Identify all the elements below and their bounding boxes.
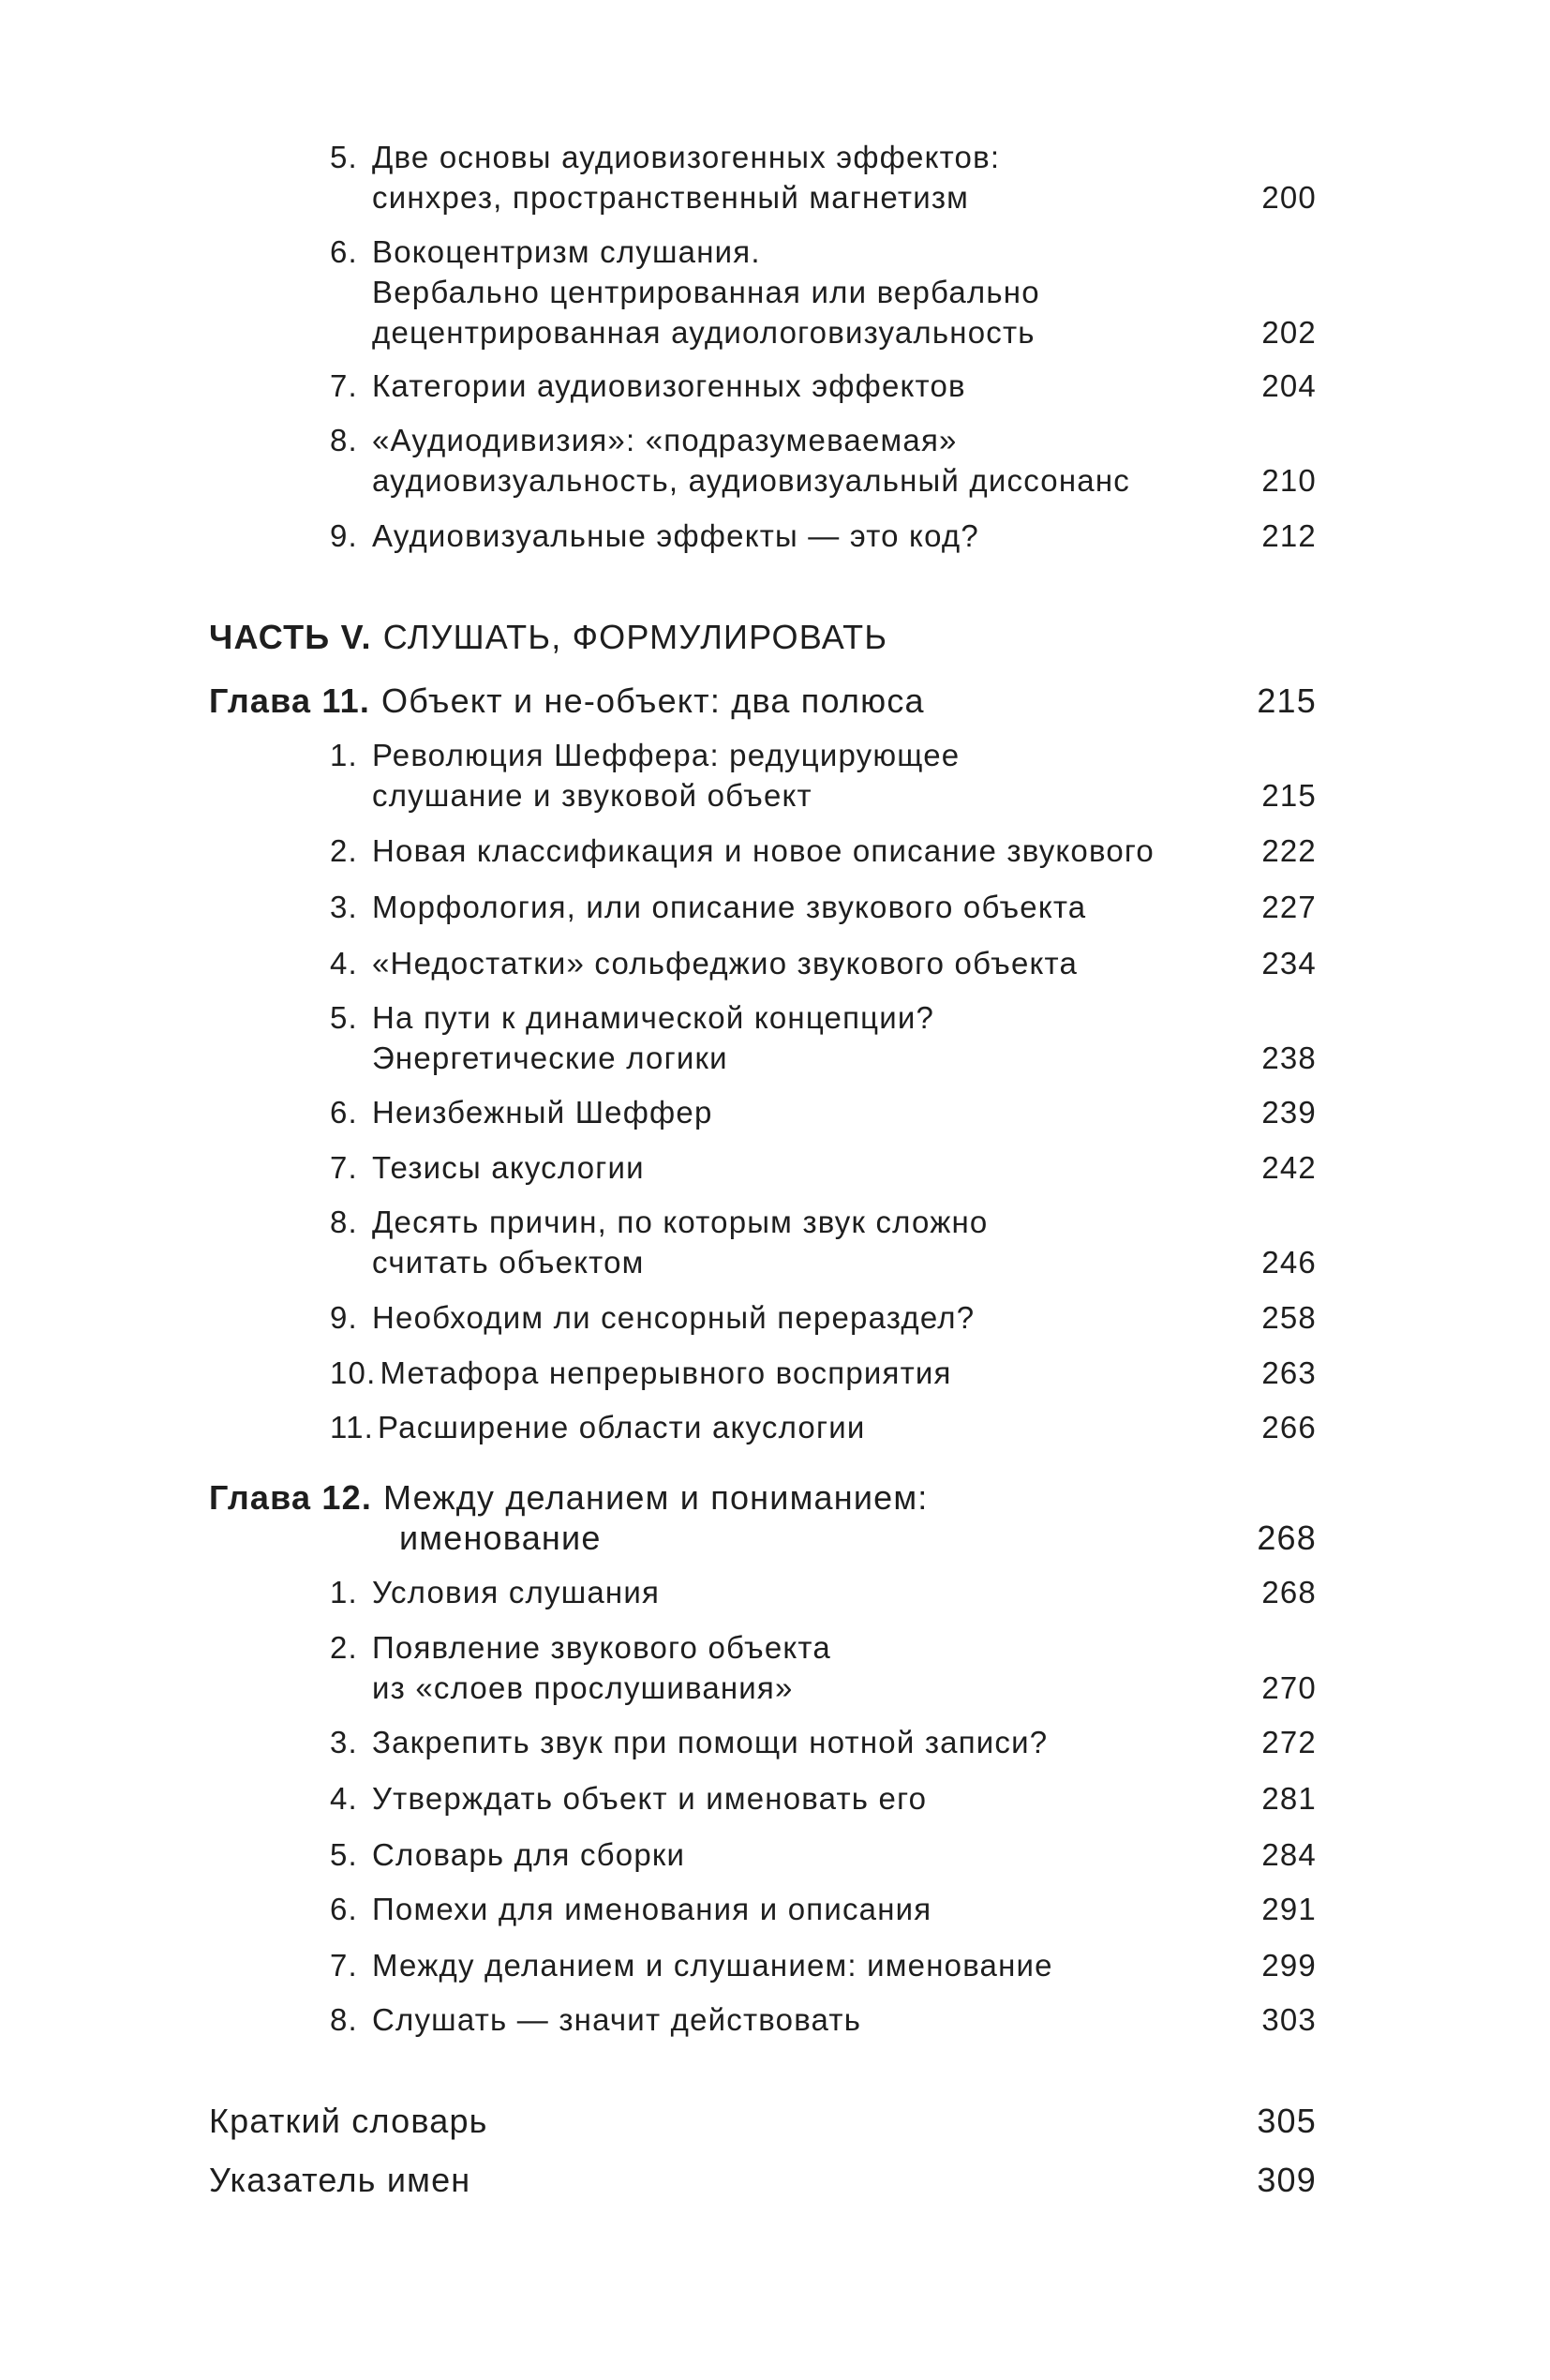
page-number: 242 bbox=[1261, 1149, 1317, 1185]
entry-line bbox=[0, 1477, 1550, 1518]
dot-leader bbox=[803, 1668, 1251, 1708]
entry-label: ЧАСТЬ V. bbox=[209, 618, 372, 657]
dot-leader bbox=[961, 1353, 1251, 1393]
page-number: 303 bbox=[1261, 2001, 1317, 2037]
toc-section-entry[interactable] bbox=[0, 1407, 1550, 1447]
toc-appendix-entry[interactable] bbox=[0, 2101, 1550, 2141]
entry-title: Помехи для именования и описания bbox=[372, 1891, 932, 1926]
entry-title: Вербально центрированная или вербально bbox=[372, 274, 1040, 309]
entry-title: Вокоцентризм слушания. bbox=[372, 233, 761, 269]
section-number: 3. bbox=[330, 1725, 358, 1760]
toc-section-entry[interactable] bbox=[0, 1147, 1550, 1188]
entry-title: Слушать — значит действовать bbox=[372, 2001, 862, 2037]
dot-leader bbox=[822, 775, 1250, 816]
entry-line bbox=[0, 887, 1550, 927]
entry-line bbox=[0, 1572, 1550, 1612]
page-number: 281 bbox=[1261, 1781, 1317, 1817]
section-number: 6. bbox=[330, 233, 358, 269]
entry-title: именование bbox=[399, 1518, 602, 1557]
entry-title: Неизбежный Шеффер bbox=[372, 1095, 713, 1130]
toc-chapter-entry[interactable] bbox=[0, 681, 1550, 721]
dot-leader bbox=[1164, 831, 1250, 871]
entry-title: из «слоев прослушивания» bbox=[372, 1669, 794, 1705]
section-number: 10. bbox=[330, 1355, 377, 1391]
dot-leader bbox=[611, 1518, 1246, 1558]
dot-leader bbox=[654, 1242, 1251, 1282]
entry-line bbox=[0, 420, 1550, 460]
section-number: 3. bbox=[330, 889, 358, 924]
section-number: 9. bbox=[330, 518, 358, 554]
entry-title: Указатель имен bbox=[209, 2161, 471, 2200]
entry-line bbox=[0, 1889, 1550, 1929]
toc-section-entry[interactable] bbox=[0, 366, 1550, 406]
page-number: 299 bbox=[1261, 1947, 1317, 1983]
dot-leader bbox=[976, 366, 1251, 406]
entry-title: децентрированная аудиологовизуальность bbox=[372, 314, 1036, 350]
page-number: 204 bbox=[1261, 368, 1317, 404]
toc-section-entry[interactable] bbox=[0, 1999, 1550, 2040]
entry-line bbox=[0, 1297, 1550, 1338]
section-number: 7. bbox=[330, 368, 358, 404]
section-number: 6. bbox=[330, 1891, 358, 1926]
entry-title: Необходим ли сенсорный перераздел? bbox=[372, 1299, 976, 1335]
toc-part-heading[interactable] bbox=[0, 617, 1550, 657]
section-number: 1. bbox=[330, 738, 358, 773]
dot-leader bbox=[934, 681, 1246, 721]
section-number: 8. bbox=[330, 2001, 358, 2037]
entry-line bbox=[0, 2160, 1550, 2200]
page-number: 309 bbox=[1257, 2161, 1317, 2200]
entry-label: Глава 11. bbox=[209, 681, 371, 721]
dot-leader bbox=[654, 1147, 1251, 1188]
entry-line bbox=[0, 1147, 1550, 1188]
toc-section-entry[interactable] bbox=[0, 1889, 1550, 1929]
page-number: 268 bbox=[1257, 1518, 1317, 1557]
entry-line bbox=[0, 1778, 1550, 1819]
dot-leader bbox=[989, 516, 1250, 556]
toc-section-entry[interactable] bbox=[0, 831, 1550, 871]
entry-line bbox=[0, 775, 1550, 816]
entry-title: Утверждать объект и именовать его bbox=[372, 1781, 928, 1817]
toc-section-entry[interactable] bbox=[0, 1092, 1550, 1132]
entry-line bbox=[0, 312, 1550, 352]
page-number: 234 bbox=[1261, 945, 1317, 980]
entry-title: Десять причин, по которым звук сложно bbox=[372, 1204, 989, 1239]
dot-leader bbox=[874, 1407, 1250, 1447]
page-number: 222 bbox=[1261, 833, 1317, 869]
entry-title: слушание и звуковой объект bbox=[372, 778, 812, 814]
dot-leader bbox=[1063, 1945, 1251, 1985]
section-number: 9. bbox=[330, 1299, 358, 1335]
entry-line bbox=[0, 137, 1550, 177]
page-number: 246 bbox=[1261, 1244, 1317, 1280]
dot-leader bbox=[669, 1572, 1250, 1612]
entry-line bbox=[0, 1353, 1550, 1393]
toc-section-entry[interactable] bbox=[0, 1722, 1550, 1762]
entry-title: Новая классификация и новое описание звукового bbox=[372, 833, 1155, 869]
toc-section-entry[interactable] bbox=[0, 887, 1550, 927]
page-number: 212 bbox=[1261, 518, 1317, 554]
entry-line bbox=[0, 232, 1550, 272]
page-number: 263 bbox=[1261, 1355, 1317, 1391]
entry-title: Краткий словарь bbox=[209, 2102, 488, 2141]
entry-line bbox=[0, 1202, 1550, 1242]
entry-title: Две основы аудиовизогенных эффектов: bbox=[372, 140, 1001, 175]
toc-section-entry[interactable] bbox=[0, 1778, 1550, 1819]
entry-line bbox=[0, 617, 1550, 657]
entry-title: «Недостатки» сольфеджио звукового объекта bbox=[372, 945, 1078, 980]
toc-section-entry[interactable] bbox=[0, 735, 1550, 816]
entry-line bbox=[0, 1999, 1550, 2040]
dot-leader bbox=[1045, 312, 1251, 352]
page-number: 239 bbox=[1261, 1095, 1317, 1130]
entry-title: Категории аудиовизогенных эффектов bbox=[372, 368, 966, 404]
dot-leader bbox=[1140, 460, 1250, 501]
section-number: 2. bbox=[330, 1629, 358, 1665]
entry-line bbox=[0, 1668, 1550, 1708]
entry-title: Тезисы акуслогии bbox=[372, 1149, 645, 1185]
page-number: 284 bbox=[1261, 1836, 1317, 1872]
page-number: 258 bbox=[1261, 1299, 1317, 1335]
dot-leader bbox=[480, 2160, 1245, 2200]
entry-line bbox=[0, 366, 1550, 406]
dot-leader bbox=[694, 1834, 1250, 1875]
entry-title: Расширение области акуслогии bbox=[378, 1410, 866, 1445]
entry-title: Метафора непрерывного восприятия bbox=[380, 1355, 952, 1391]
entry-line bbox=[0, 2101, 1550, 2141]
toc-section-entry[interactable] bbox=[0, 943, 1550, 983]
entry-title: Морфология, или описание звукового объекта bbox=[372, 889, 1087, 924]
page-number: 305 bbox=[1257, 2102, 1317, 2141]
entry-line bbox=[0, 681, 1550, 721]
entry-title: Революция Шеффера: редуцирующее bbox=[372, 738, 961, 773]
entry-title: На пути к динамической концепции? bbox=[372, 999, 935, 1035]
section-number: 1. bbox=[330, 1575, 358, 1610]
entry-title: синхрез, пространственный магнетизм bbox=[372, 180, 970, 216]
entry-line bbox=[0, 1627, 1550, 1668]
entry-line bbox=[0, 1038, 1550, 1078]
entry-title: Условия слушания bbox=[372, 1575, 661, 1610]
entry-line bbox=[0, 460, 1550, 501]
entry-line bbox=[0, 1407, 1550, 1447]
entry-line bbox=[0, 177, 1550, 217]
section-number: 4. bbox=[330, 945, 358, 980]
section-number: 5. bbox=[330, 140, 358, 175]
dot-leader bbox=[941, 1889, 1250, 1929]
page-number: 238 bbox=[1261, 1040, 1317, 1075]
section-number: 4. bbox=[330, 1781, 358, 1817]
dot-leader bbox=[871, 1999, 1250, 2040]
entry-title: Между деланием и пониманием: bbox=[383, 1477, 929, 1517]
section-number: 2. bbox=[330, 833, 358, 869]
page-number: 268 bbox=[1261, 1575, 1317, 1610]
section-number: 7. bbox=[330, 1149, 358, 1185]
entry-title: Аудиовизуальные эффекты — это код? bbox=[372, 518, 979, 554]
dot-leader bbox=[984, 1297, 1250, 1338]
toc-section-entry[interactable] bbox=[0, 1353, 1550, 1393]
entry-label: Глава 12. bbox=[209, 1477, 373, 1517]
toc-appendix-entry[interactable] bbox=[0, 2160, 1550, 2200]
section-number: 6. bbox=[330, 1095, 358, 1130]
entry-title: Энергетические логики bbox=[372, 1040, 728, 1075]
entry-line bbox=[0, 735, 1550, 775]
dot-leader bbox=[738, 1038, 1251, 1078]
entry-title: «Аудиодивизия»: «подразумеваемая» bbox=[372, 423, 958, 458]
toc-section-entry[interactable] bbox=[0, 997, 1550, 1078]
entry-title: Закрепить звук при помощи нотной записи? bbox=[372, 1725, 1049, 1760]
entry-line bbox=[0, 943, 1550, 983]
page-number: 270 bbox=[1261, 1669, 1317, 1705]
entry-title: Словарь для сборки bbox=[372, 1836, 686, 1872]
dot-leader bbox=[1087, 943, 1250, 983]
toc-section-entry[interactable] bbox=[0, 1945, 1550, 1985]
dot-leader bbox=[978, 177, 1250, 217]
section-number: 5. bbox=[330, 1836, 358, 1872]
entry-title: аудиовизуальность, аудиовизуальный диссонанс bbox=[372, 463, 1130, 499]
dot-leader bbox=[498, 2101, 1246, 2141]
toc-section-entry[interactable] bbox=[0, 1297, 1550, 1338]
dot-leader bbox=[1057, 1722, 1250, 1762]
page-number: 266 bbox=[1261, 1410, 1317, 1445]
entry-line bbox=[0, 1722, 1550, 1762]
entry-line bbox=[0, 1945, 1550, 1985]
entry-line bbox=[0, 1092, 1550, 1132]
entry-line bbox=[0, 1242, 1550, 1282]
page-number: 200 bbox=[1261, 180, 1317, 216]
toc-section-entry[interactable] bbox=[0, 1572, 1550, 1612]
page-number: 202 bbox=[1261, 314, 1317, 350]
page-number: 215 bbox=[1261, 778, 1317, 814]
toc-section-entry[interactable] bbox=[0, 420, 1550, 501]
page-number: 227 bbox=[1261, 889, 1317, 924]
entry-title: Между деланием и слушанием: именование bbox=[372, 1947, 1053, 1983]
entry-line bbox=[0, 997, 1550, 1038]
section-number: 8. bbox=[330, 423, 358, 458]
section-number: 7. bbox=[330, 1947, 358, 1983]
section-number: 8. bbox=[330, 1204, 358, 1239]
entry-line bbox=[0, 1518, 1550, 1558]
entry-title: считать объектом bbox=[372, 1244, 645, 1280]
page-number: 215 bbox=[1257, 681, 1317, 721]
section-number: 11. bbox=[330, 1410, 375, 1445]
toc-section-entry[interactable] bbox=[0, 1627, 1550, 1708]
toc-section-entry[interactable] bbox=[0, 1834, 1550, 1875]
page-number: 291 bbox=[1261, 1891, 1317, 1926]
dot-leader bbox=[936, 1778, 1250, 1819]
toc-section-entry[interactable] bbox=[0, 516, 1550, 556]
entry-title: СЛУШАТЬ, ФОРМУЛИРОВАТЬ bbox=[382, 618, 888, 657]
page-number: 210 bbox=[1261, 463, 1317, 499]
entry-line bbox=[0, 1834, 1550, 1875]
entry-line bbox=[0, 831, 1550, 871]
page-number: 272 bbox=[1261, 1725, 1317, 1760]
toc-chapter-entry[interactable] bbox=[0, 1477, 1550, 1558]
section-number: 5. bbox=[330, 999, 358, 1035]
toc-section-entry[interactable] bbox=[0, 137, 1550, 217]
entry-title: Объект и не-объект: два полюса bbox=[381, 681, 925, 721]
dot-leader bbox=[1095, 887, 1250, 927]
entry-title: Появление звукового объекта bbox=[372, 1629, 831, 1665]
toc-section-entry[interactable] bbox=[0, 232, 1550, 352]
dot-leader bbox=[723, 1092, 1251, 1132]
entry-line bbox=[0, 272, 1550, 312]
toc-section-entry[interactable] bbox=[0, 1202, 1550, 1282]
entry-line bbox=[0, 516, 1550, 556]
